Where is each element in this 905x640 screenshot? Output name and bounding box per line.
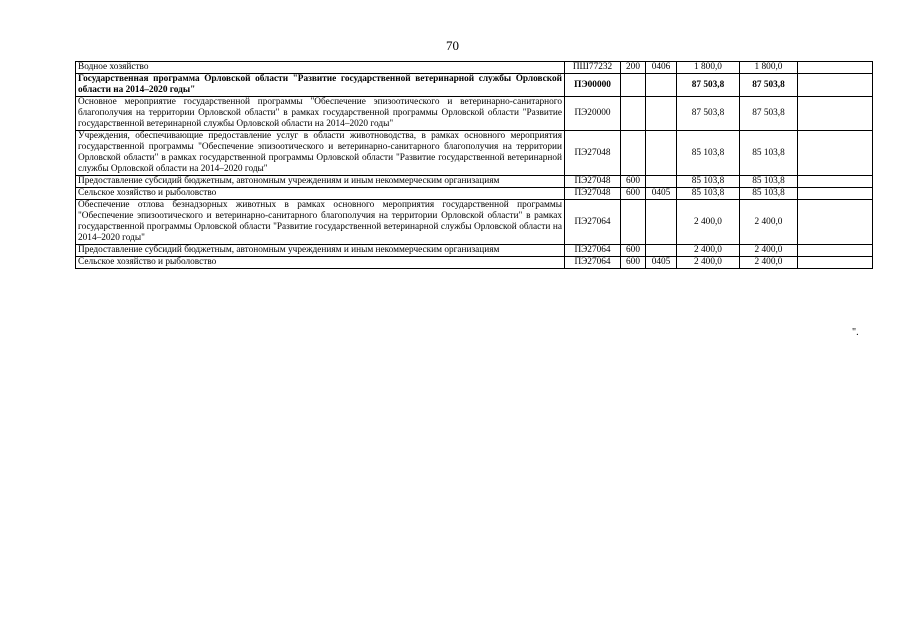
expense-type-cell: 200 xyxy=(621,62,646,74)
row-description: Сельское хозяйство и рыболовство xyxy=(76,188,565,200)
table-row xyxy=(76,176,873,188)
row-description: Основное мероприятие государственной программы "Обеспечение эпизоотического и ветеринарно-санитарного благополучия на территории Орловской области" в рамках государственной программы Орловской области "Развитие государственной ветеринарной службы Орловской области на 2014–2020 годы" xyxy=(76,97,565,131)
amount-cell: 87 503,8 xyxy=(677,74,740,97)
empty-cell xyxy=(798,200,873,245)
amount-cell: 2 400,0 xyxy=(740,245,798,257)
section-cell: 0406 xyxy=(646,62,677,74)
target-code-cell: ПЭ27048 xyxy=(565,131,621,176)
section-cell xyxy=(646,97,677,131)
expense-type-cell: 600 xyxy=(621,188,646,200)
empty-cell xyxy=(798,188,873,200)
amount-cell: 85 103,8 xyxy=(677,188,740,200)
target-code-cell: ПЭ20000 xyxy=(565,97,621,131)
expense-type-cell xyxy=(621,131,646,176)
expense-type-cell xyxy=(621,97,646,131)
row-description: Предоставление субсидий бюджетным, автономным учреждениям и иным некоммерческим организациям xyxy=(76,245,565,257)
amount-cell: 2 400,0 xyxy=(677,257,740,269)
amount-cell: 1 800,0 xyxy=(677,62,740,74)
amount-cell: 87 503,8 xyxy=(740,74,798,97)
target-code-cell: ПЭ00000 xyxy=(565,74,621,97)
amount-cell: 2 400,0 xyxy=(677,245,740,257)
row-description: Учреждения, обеспечивающие предоставление услуг в области животноводства, в рамках основного мероприятия государственной программы "Обеспечение эпизоотического и ветеринарно-санитарного благополучия на территории Орловской области" в рамках государственной программы Орловской области "Развитие государственной ветеринарной службы Орловской области на 2014–2020 годы" xyxy=(76,131,565,176)
expense-type-cell: 600 xyxy=(621,176,646,188)
amount-cell: 85 103,8 xyxy=(677,176,740,188)
page-number: 70 xyxy=(446,38,459,53)
section-cell xyxy=(646,245,677,257)
table-row xyxy=(76,200,873,245)
section-cell xyxy=(646,200,677,245)
empty-cell xyxy=(798,62,873,74)
empty-cell xyxy=(798,97,873,131)
amount-cell: 85 103,8 xyxy=(677,131,740,176)
target-code-cell: ПШ77232 xyxy=(565,62,621,74)
row-description: Водное хозяйство xyxy=(76,62,565,74)
row-description: Сельское хозяйство и рыболовство xyxy=(76,257,565,269)
amount-cell: 85 103,8 xyxy=(740,188,798,200)
amount-cell: 87 503,8 xyxy=(677,97,740,131)
amount-cell: 87 503,8 xyxy=(740,97,798,131)
table-body xyxy=(76,62,873,269)
empty-cell xyxy=(798,131,873,176)
empty-cell xyxy=(798,176,873,188)
expense-type-cell: 600 xyxy=(621,245,646,257)
target-code-cell: ПЭ27064 xyxy=(565,245,621,257)
target-code-cell: ПЭ27048 xyxy=(565,176,621,188)
section-cell xyxy=(646,74,677,97)
table-row xyxy=(76,245,873,257)
empty-cell xyxy=(798,245,873,257)
table-row xyxy=(76,257,873,269)
budget-table xyxy=(75,61,873,269)
target-code-cell: ПЭ27048 xyxy=(565,188,621,200)
amount-cell: 85 103,8 xyxy=(740,176,798,188)
amount-cell: 2 400,0 xyxy=(740,200,798,245)
empty-cell xyxy=(798,74,873,97)
expense-type-cell: 600 xyxy=(621,257,646,269)
amount-cell: 2 400,0 xyxy=(677,200,740,245)
expense-type-cell xyxy=(621,74,646,97)
table-row xyxy=(76,188,873,200)
section-cell xyxy=(646,131,677,176)
table-row xyxy=(76,97,873,131)
section-cell: 0405 xyxy=(646,257,677,269)
target-code-cell: ПЭ27064 xyxy=(565,200,621,245)
section-cell: 0405 xyxy=(646,188,677,200)
target-code-cell: ПЭ27064 xyxy=(565,257,621,269)
row-description: Предоставление субсидий бюджетным, автономным учреждениям и иным некоммерческим организациям xyxy=(76,176,565,188)
table-row xyxy=(76,62,873,74)
row-description: Государственная программа Орловской области "Развитие государственной ветеринарной службы Орловской области на 2014–2020 годы" xyxy=(76,74,565,97)
table-row xyxy=(76,74,873,97)
table-row xyxy=(76,131,873,176)
amount-cell: 85 103,8 xyxy=(740,131,798,176)
amount-cell: 1 800,0 xyxy=(740,62,798,74)
amount-cell: 2 400,0 xyxy=(740,257,798,269)
expense-type-cell xyxy=(621,200,646,245)
empty-cell xyxy=(798,257,873,269)
closing-quote-mark: ". xyxy=(852,327,859,338)
section-cell xyxy=(646,176,677,188)
row-description: Обеспечение отлова безнадзорных животных в рамках основного мероприятия государственной программы "Обеспечение эпизоотического и ветеринарно-санитарного благополучия на территории Орловской области" в рамках государственной программы Орловской области "Развитие государственной ветеринарной службы Орловской области на 2014–2020 годы" xyxy=(76,200,565,245)
